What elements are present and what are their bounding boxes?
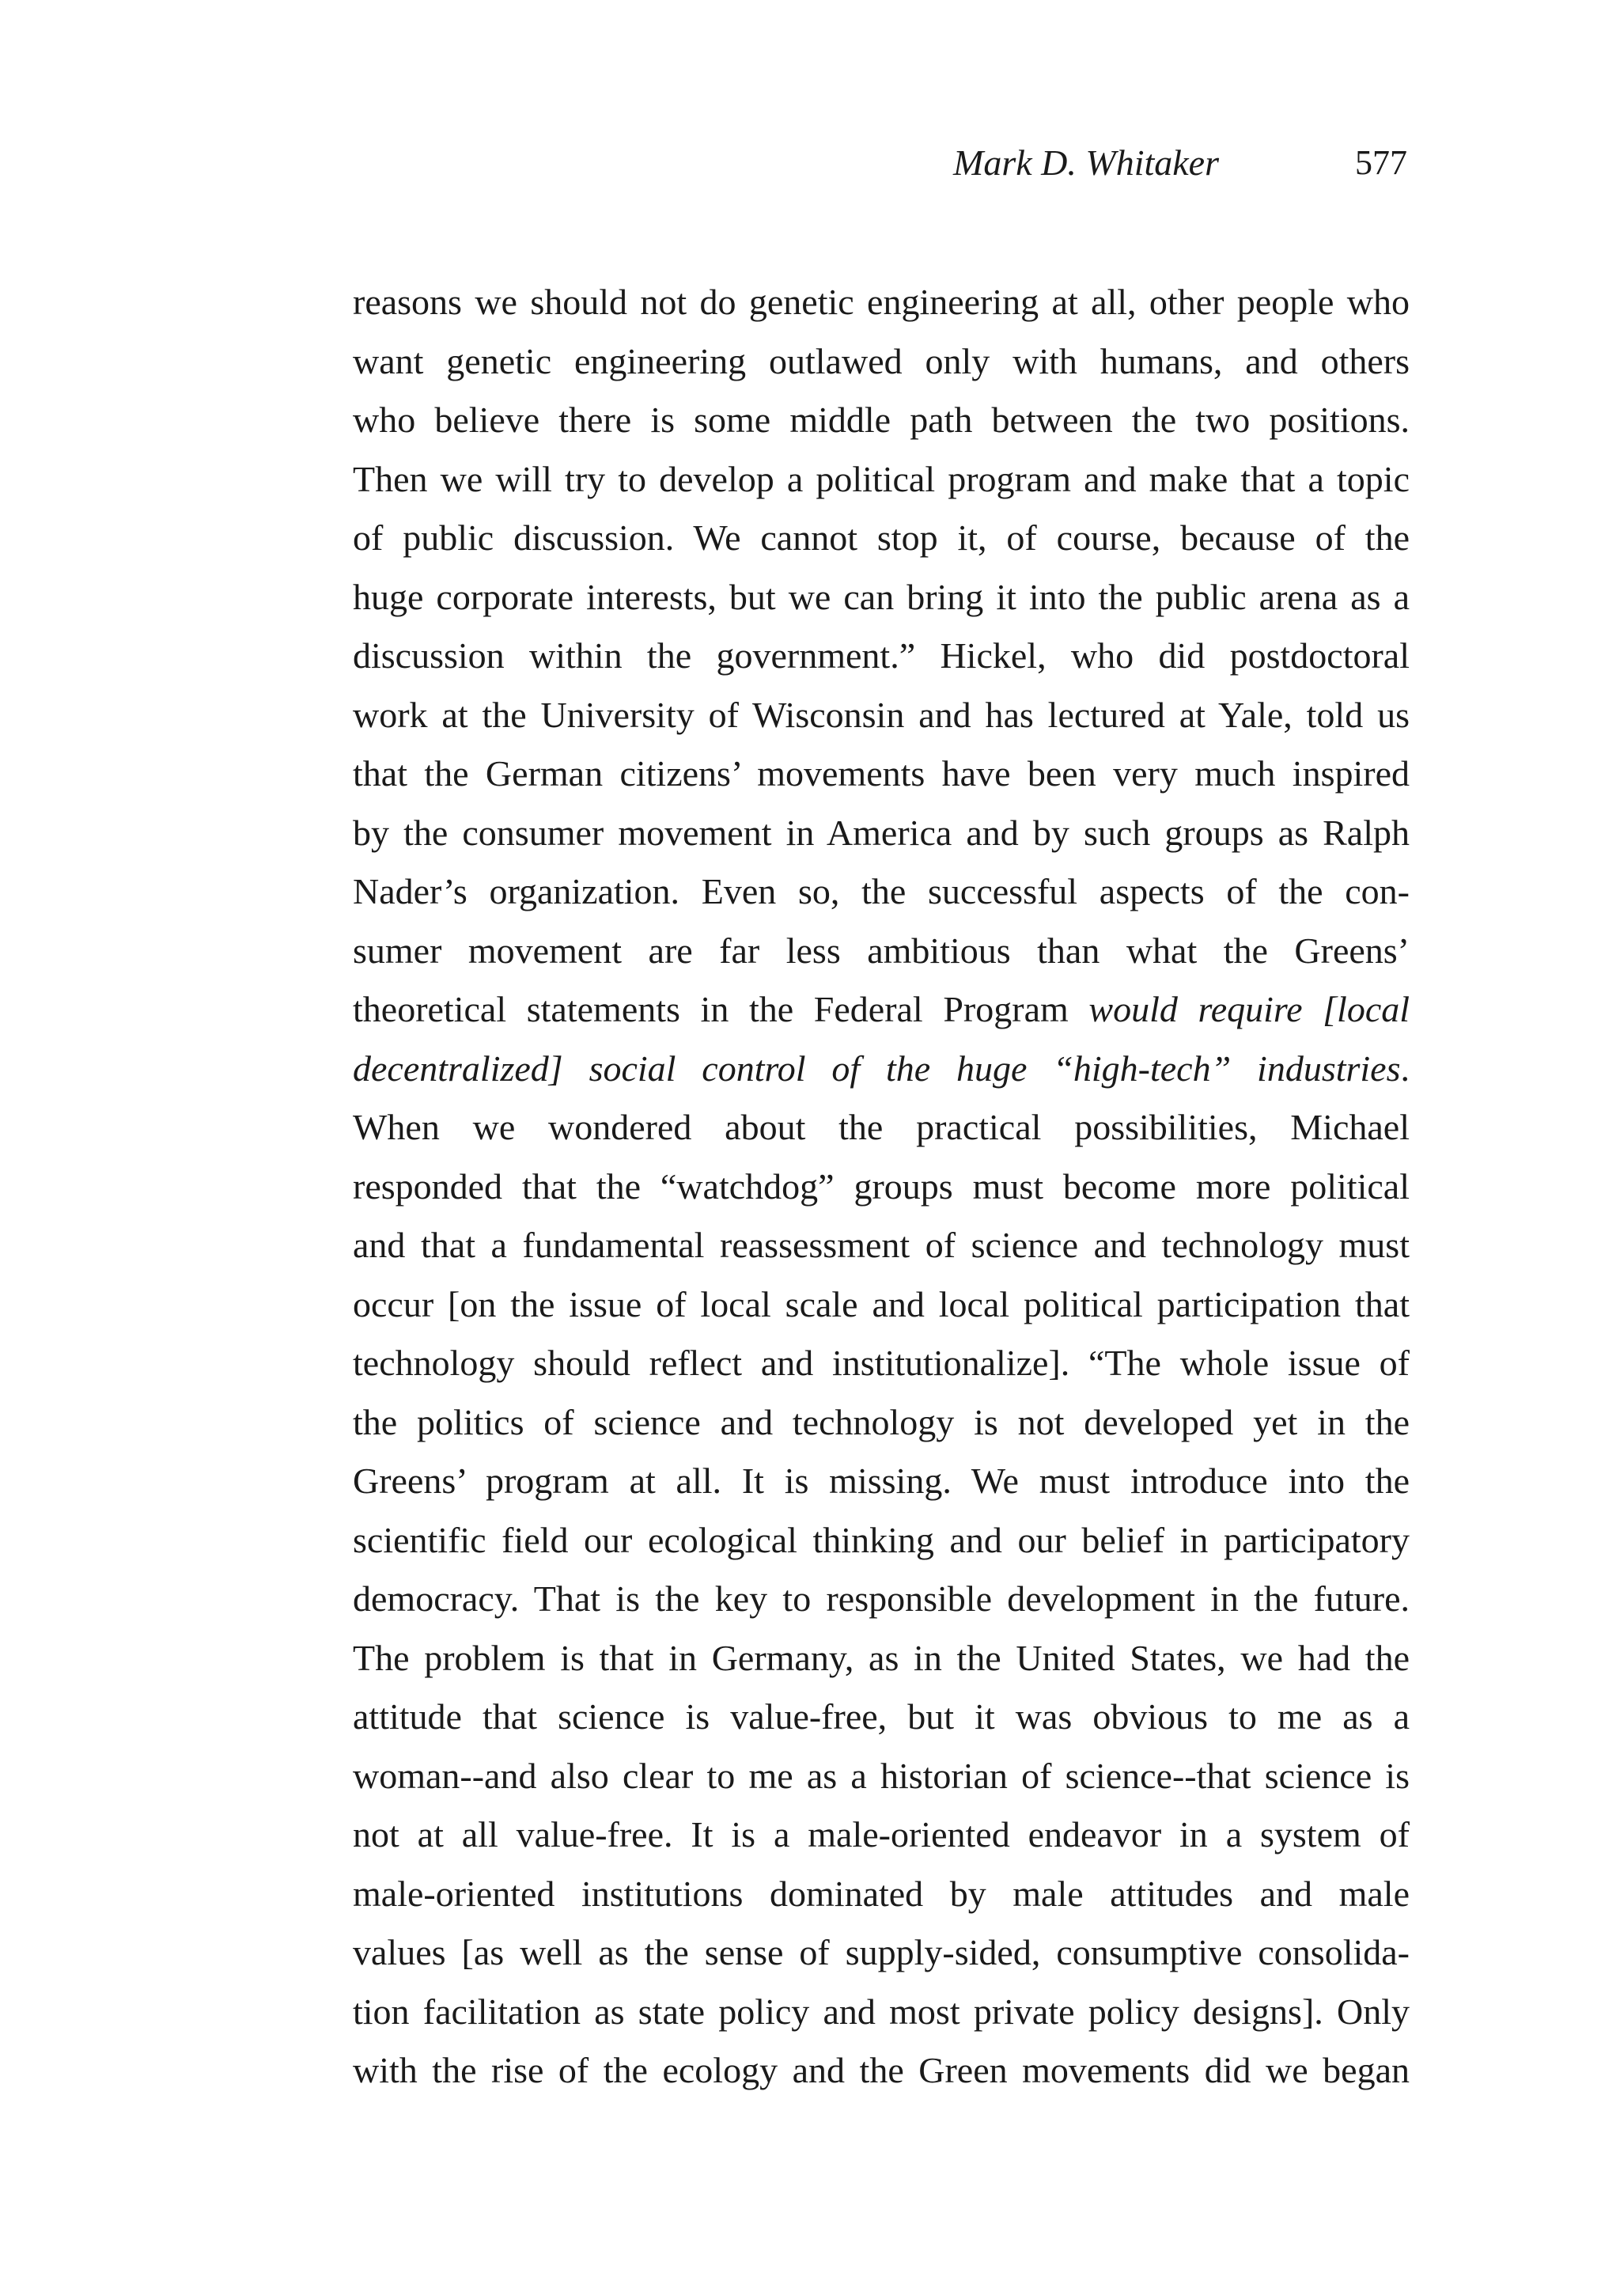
text-line: male-oriented institutions dominated by male attitudes and male [353,1873,1410,1914]
italic-emphasis: would require [local [1088,989,1410,1029]
text-line: The problem is that in Germany, as in the United States, we had the [353,1637,1410,1678]
text-line: attitude that science is value-free, but it was obvious to me as a [353,1696,1410,1737]
text-line: want genetic engineering outlawed only with humans, and others [353,340,1410,381]
text-line: Greens’ program at all. It is missing. We must introduce into the [353,1461,1410,1501]
page-number: 577 [1355,143,1407,182]
text-line: discussion within the government.” Hickel, who did postdoctoral [353,635,1410,676]
text-line: work at the University of Wisconsin and has lectured at Yale, told us [353,694,1410,735]
text-line: Nader’s organization. Even so, the successful aspects of the con- [353,871,1410,911]
text-line: sumer movement are far less ambitious than what the Greens’ [353,930,1410,971]
running-head-author: Mark D. Whitaker [953,142,1219,183]
text-line: democracy. That is the key to responsible development in the future. [353,1578,1410,1619]
text-line: theoretical statements in the Federal Program would require [local [353,989,1410,1029]
text-line: scientific field our ecological thinking and our belief in participatory [353,1519,1410,1560]
text-line: reasons we should not do genetic engineering at all, other people who [353,282,1410,322]
text-line: values [as well as the sense of supply-sided, consumptive consolida- [353,1932,1410,1972]
text-line: decentralized] social control of the huge “high-tech” industries. [353,1048,1410,1089]
text-line: technology should reflect and institutionalize]. “The whole issue of [353,1343,1410,1383]
text-line: with the rise of the ecology and the Green movements did we began [353,2050,1410,2090]
italic-emphasis: decentralized] social control of the huge “high-tech” industries [353,1048,1401,1089]
text-line: by the consumer movement in America and by such groups as Ralph [353,812,1410,853]
body-text [353,273,1410,2101]
text-line: that the German citizens’ movements have been very much inspired [353,753,1410,794]
text-line: huge corporate interests, but we can bring it into the public arena as a [353,576,1410,617]
text-line: and that a fundamental reassessment of science and technology must [353,1225,1410,1265]
text-line: occur [on the issue of local scale and local political participation that [353,1283,1410,1324]
text-line: woman--and also clear to me as a historian of science--that science is [353,1755,1410,1796]
text-line: the politics of science and technology is not developed yet in the [353,1401,1410,1442]
text-line: who believe there is some middle path between the two positions. [353,400,1410,440]
text-line: not at all value-free. It is a male-oriented endeavor in a system of [353,1814,1410,1855]
running-head [0,139,1620,187]
text-line: Then we will try to develop a political program and make that a topic [353,458,1410,499]
text-line: tion facilitation as state policy and most private policy designs]. Only [353,1991,1410,2032]
text-line: of public discussion. We cannot stop it, of course, because of the [353,517,1410,558]
text-line: responded that the “watchdog” groups must become more political [353,1165,1410,1207]
text-line: When we wondered about the practical possibilities, Michael [353,1107,1410,1147]
